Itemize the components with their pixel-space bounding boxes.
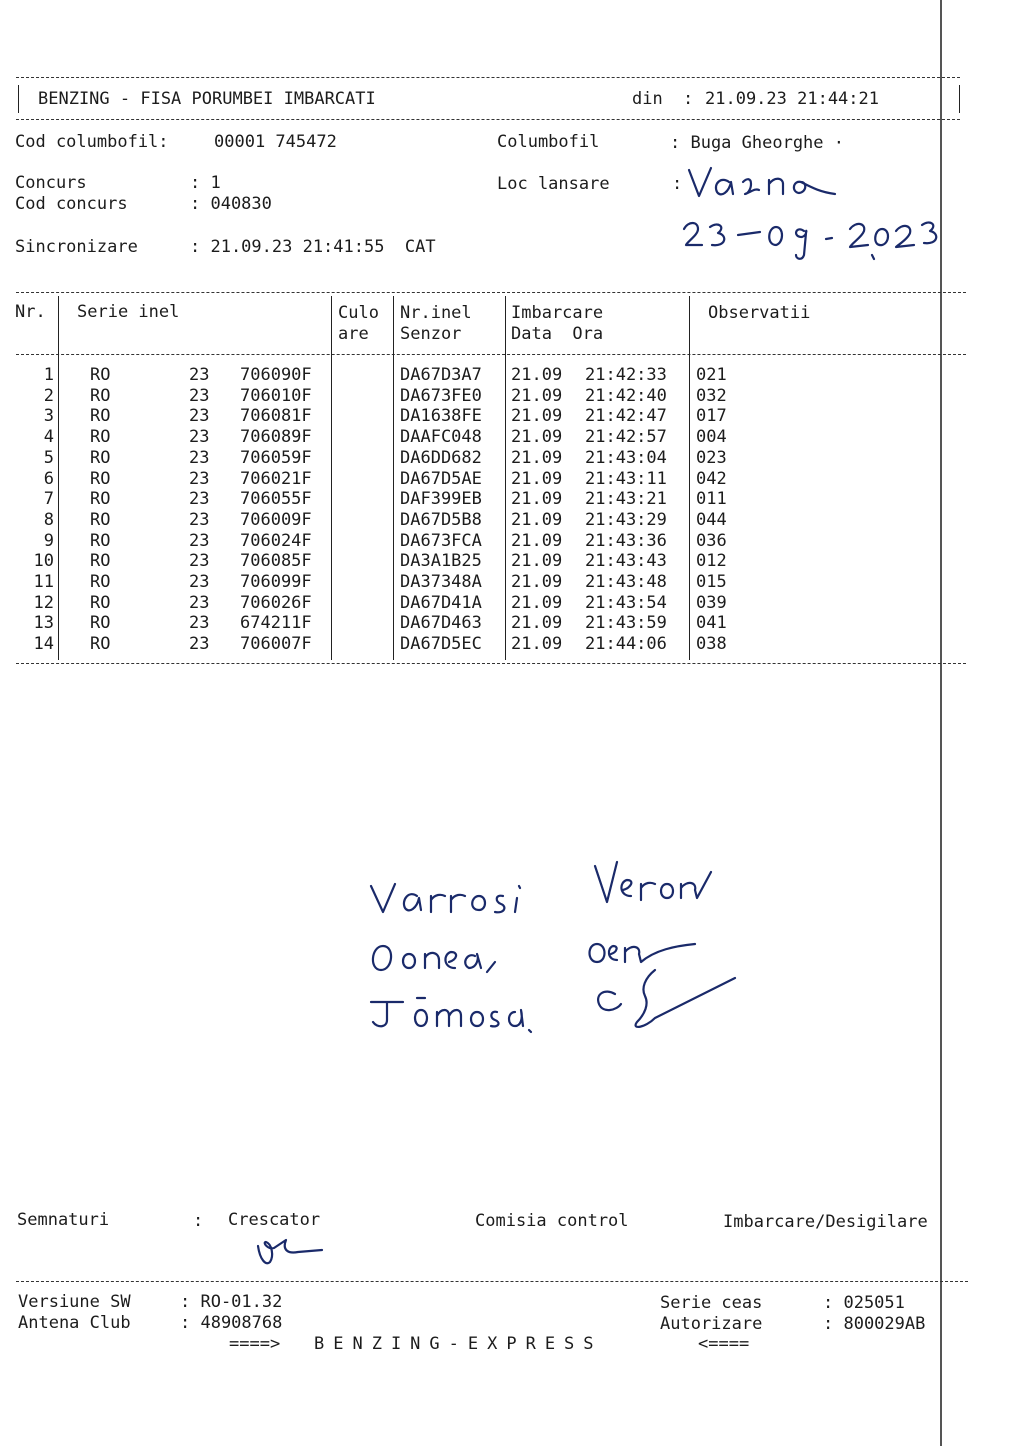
cell-ring: 706089F bbox=[240, 427, 312, 448]
cell-obs: 041 bbox=[696, 613, 727, 634]
table-body bbox=[0, 365, 960, 660]
cell-date: 21.09 bbox=[511, 613, 563, 634]
cod-concurs-value: : 040830 bbox=[190, 194, 272, 214]
header-left-border bbox=[18, 85, 19, 113]
cell-obs: 017 bbox=[696, 406, 727, 427]
table-row bbox=[0, 613, 960, 634]
table-header-bottom-rule bbox=[16, 354, 966, 355]
cell-nr: 3 bbox=[43, 406, 54, 427]
handwritten-commission-names bbox=[355, 838, 755, 1048]
cell-nr: 9 bbox=[43, 530, 54, 551]
cell-obs: 036 bbox=[696, 530, 727, 551]
cell-ring: 706099F bbox=[240, 572, 312, 592]
cell-obs: 004 bbox=[696, 427, 727, 448]
cell-nr: 2 bbox=[43, 385, 54, 406]
cod-concurs-label: Cod concurs bbox=[15, 194, 128, 214]
th-culoare-1: Culo bbox=[338, 303, 379, 323]
cell-sensor: DA3A1B25 bbox=[400, 551, 482, 572]
cell-sensor: DA67D5EC bbox=[400, 634, 482, 655]
cell-country: RO bbox=[90, 613, 111, 634]
columbofil-label: Columbofil bbox=[497, 132, 600, 152]
cell-date: 21.09 bbox=[511, 447, 563, 468]
cell-ring: 706024F bbox=[240, 530, 312, 551]
cell-year: 23 bbox=[189, 509, 210, 530]
cell-time: 21:43:48 bbox=[585, 572, 667, 592]
table-row bbox=[0, 427, 960, 448]
cell-country: RO bbox=[90, 447, 111, 468]
sincronizare-value: : 21.09.23 21:41:55 CAT bbox=[190, 237, 436, 257]
autorizare-label: Autorizare bbox=[660, 1314, 763, 1334]
versiune-label: Versiune SW bbox=[18, 1292, 131, 1312]
cell-obs: 038 bbox=[696, 634, 727, 655]
cell-nr: 8 bbox=[43, 509, 54, 530]
cell-country: RO bbox=[90, 509, 111, 530]
cell-date: 21.09 bbox=[511, 427, 563, 448]
cell-country: RO bbox=[90, 427, 111, 448]
cell-nr: 11 bbox=[33, 572, 54, 592]
cell-year: 23 bbox=[189, 572, 210, 592]
versiune-value: : RO-01.32 bbox=[180, 1292, 283, 1312]
cell-country: RO bbox=[90, 551, 111, 572]
th-nrinel-2: Senzor bbox=[400, 324, 462, 344]
table-row bbox=[0, 489, 960, 510]
cell-date: 21.09 bbox=[511, 385, 563, 406]
cell-sensor: DAF399EB bbox=[400, 489, 482, 510]
signature-crescator-label: Crescator bbox=[228, 1210, 321, 1230]
cell-year: 23 bbox=[189, 530, 210, 551]
table-row bbox=[0, 572, 960, 593]
serie-ceas-label: Serie ceas bbox=[660, 1293, 763, 1313]
cell-year: 23 bbox=[189, 406, 210, 427]
cell-country: RO bbox=[90, 572, 111, 592]
cell-obs: 015 bbox=[696, 572, 727, 592]
cell-obs: 044 bbox=[696, 509, 727, 530]
columbofil-value: : Buga Gheorghe · bbox=[670, 133, 844, 153]
table-row bbox=[0, 510, 960, 531]
th-observatii: Observatii bbox=[708, 303, 811, 323]
th-nr: Nr. bbox=[15, 302, 46, 322]
autorizare-value: : 800029AB bbox=[823, 1314, 926, 1334]
cell-time: 21:43:54 bbox=[585, 592, 667, 613]
cell-ring: 706010F bbox=[240, 385, 312, 406]
table-row bbox=[0, 365, 960, 386]
cell-year: 23 bbox=[189, 634, 210, 655]
cell-date: 21.09 bbox=[511, 551, 563, 572]
cell-sensor: DA67D463 bbox=[400, 613, 482, 634]
cell-country: RO bbox=[90, 530, 111, 551]
cell-obs: 011 bbox=[696, 489, 727, 510]
cell-ring: 706055F bbox=[240, 489, 312, 510]
th-serie-inel: Serie inel bbox=[77, 302, 180, 322]
cell-ring: 706059F bbox=[240, 447, 312, 468]
cell-sensor: DA1638FE bbox=[400, 406, 482, 427]
sincronizare-label: Sincronizare bbox=[15, 237, 138, 257]
cell-date: 21.09 bbox=[511, 509, 563, 530]
header-bottom-rule bbox=[16, 119, 960, 120]
cell-ring: 674211F bbox=[240, 613, 312, 634]
table-row bbox=[0, 551, 960, 572]
table-row bbox=[0, 406, 960, 427]
th-imbarcare-2: Data Ora bbox=[511, 324, 604, 344]
cell-date: 21.09 bbox=[511, 489, 563, 510]
cod-columbofil-label: Cod columbofil: bbox=[15, 132, 169, 152]
cell-nr: 6 bbox=[43, 468, 54, 489]
cell-time: 21:43:36 bbox=[585, 530, 667, 551]
banner-left-arrows: ====> bbox=[229, 1334, 281, 1354]
cell-time: 21:44:06 bbox=[585, 634, 667, 655]
cell-ring: 706026F bbox=[240, 592, 312, 613]
cell-year: 23 bbox=[189, 489, 210, 510]
cell-date: 21.09 bbox=[511, 572, 563, 592]
cell-sensor: DA6DD682 bbox=[400, 447, 482, 468]
th-culoare-2: are bbox=[338, 324, 369, 344]
handwritten-loc-lansare bbox=[685, 160, 855, 205]
cell-time: 21:43:04 bbox=[585, 447, 667, 468]
cell-date: 21.09 bbox=[511, 365, 563, 385]
cell-country: RO bbox=[90, 489, 111, 510]
footer-top-rule bbox=[16, 1281, 968, 1282]
signature-comisia-label: Comisia control bbox=[475, 1211, 629, 1231]
table-row bbox=[0, 469, 960, 490]
cell-ring: 706090F bbox=[240, 365, 312, 385]
th-imbarcare-1: Imbarcare bbox=[511, 303, 604, 323]
cell-sensor: DA67D5AE bbox=[400, 468, 482, 489]
cell-obs: 023 bbox=[696, 447, 727, 468]
cell-obs: 021 bbox=[696, 365, 727, 385]
cell-year: 23 bbox=[189, 592, 210, 613]
cell-time: 21:43:29 bbox=[585, 509, 667, 530]
cod-columbofil-value: 00001 745472 bbox=[214, 132, 337, 152]
concurs-label: Concurs bbox=[15, 173, 87, 193]
cell-ring: 706085F bbox=[240, 551, 312, 572]
th-nrinel-1: Nr.inel bbox=[400, 303, 472, 323]
cell-time: 21:42:47 bbox=[585, 406, 667, 427]
cell-year: 23 bbox=[189, 468, 210, 489]
cell-date: 21.09 bbox=[511, 634, 563, 655]
cell-time: 21:42:57 bbox=[585, 427, 667, 448]
cell-time: 21:43:11 bbox=[585, 468, 667, 489]
cell-obs: 012 bbox=[696, 551, 727, 572]
cell-nr: 5 bbox=[43, 447, 54, 468]
cell-sensor: DA673FCA bbox=[400, 530, 482, 551]
cell-date: 21.09 bbox=[511, 592, 563, 613]
cell-sensor: DA37348A bbox=[400, 572, 482, 592]
cell-nr: 1 bbox=[43, 365, 54, 385]
cell-country: RO bbox=[90, 406, 111, 427]
cell-year: 23 bbox=[189, 385, 210, 406]
cell-sensor: DA67D5B8 bbox=[400, 509, 482, 530]
table-bottom-rule bbox=[16, 663, 966, 664]
cell-year: 23 bbox=[189, 447, 210, 468]
concurs-value: : 1 bbox=[190, 173, 221, 193]
crescator-signature bbox=[252, 1232, 332, 1272]
cell-country: RO bbox=[90, 634, 111, 655]
table-row bbox=[0, 448, 960, 469]
cell-year: 23 bbox=[189, 551, 210, 572]
cell-time: 21:43:21 bbox=[585, 489, 667, 510]
cell-date: 21.09 bbox=[511, 530, 563, 551]
cell-date: 21.09 bbox=[511, 468, 563, 489]
banner-text: BENZING-EXPRESS bbox=[314, 1334, 603, 1354]
cell-country: RO bbox=[90, 385, 111, 406]
cell-nr: 10 bbox=[33, 551, 54, 572]
cell-country: RO bbox=[90, 365, 111, 385]
cell-time: 21:43:43 bbox=[585, 551, 667, 572]
cell-sensor: DA67D3A7 bbox=[400, 365, 482, 385]
header-date-sep: : bbox=[683, 89, 694, 109]
cell-time: 21:42:40 bbox=[585, 385, 667, 406]
cell-country: RO bbox=[90, 592, 111, 613]
antena-value: : 48908768 bbox=[180, 1313, 283, 1333]
banner-right-arrows: <==== bbox=[698, 1334, 750, 1354]
signature-imbarcare-label: Imbarcare/Desigilare bbox=[723, 1212, 928, 1232]
cell-nr: 14 bbox=[33, 634, 54, 655]
loc-lansare-sep: : bbox=[672, 174, 683, 194]
cell-sensor: DA67D41A bbox=[400, 592, 482, 613]
cell-year: 23 bbox=[189, 613, 210, 634]
cell-ring: 706009F bbox=[240, 509, 312, 530]
cell-obs: 039 bbox=[696, 592, 727, 613]
cell-sensor: DA673FE0 bbox=[400, 385, 482, 406]
handwritten-date bbox=[680, 215, 950, 263]
table-top-rule bbox=[16, 292, 966, 293]
cell-ring: 706021F bbox=[240, 468, 312, 489]
cell-nr: 12 bbox=[33, 592, 54, 613]
cell-ring: 706081F bbox=[240, 406, 312, 427]
loc-lansare-label: Loc lansare bbox=[497, 174, 610, 194]
cell-time: 21:43:59 bbox=[585, 613, 667, 634]
antena-label: Antena Club bbox=[18, 1313, 131, 1333]
cell-date: 21.09 bbox=[511, 406, 563, 427]
table-row bbox=[0, 531, 960, 552]
table-row bbox=[0, 386, 960, 407]
header-top-rule bbox=[16, 77, 960, 78]
cell-time: 21:42:33 bbox=[585, 365, 667, 385]
signatures-sep: : bbox=[193, 1211, 204, 1231]
table-row bbox=[0, 634, 960, 655]
cell-sensor: DAAFC048 bbox=[400, 427, 482, 448]
cell-obs: 042 bbox=[696, 468, 727, 489]
serie-ceas-value: : 025051 bbox=[823, 1293, 905, 1313]
cell-year: 23 bbox=[189, 365, 210, 385]
signatures-label: Semnaturi bbox=[17, 1210, 110, 1230]
cell-obs: 032 bbox=[696, 385, 727, 406]
cell-nr: 4 bbox=[43, 427, 54, 448]
header-right-border bbox=[959, 85, 960, 113]
table-row bbox=[0, 593, 960, 614]
cell-ring: 706007F bbox=[240, 634, 312, 655]
document-title: BENZING - FISA PORUMBEI IMBARCATI bbox=[38, 89, 376, 109]
header-date-value: 21.09.23 21:44:21 bbox=[705, 89, 879, 109]
cell-nr: 7 bbox=[43, 489, 54, 510]
cell-year: 23 bbox=[189, 427, 210, 448]
header-date-label: din bbox=[632, 89, 663, 109]
cell-nr: 13 bbox=[33, 613, 54, 634]
cell-country: RO bbox=[90, 468, 111, 489]
